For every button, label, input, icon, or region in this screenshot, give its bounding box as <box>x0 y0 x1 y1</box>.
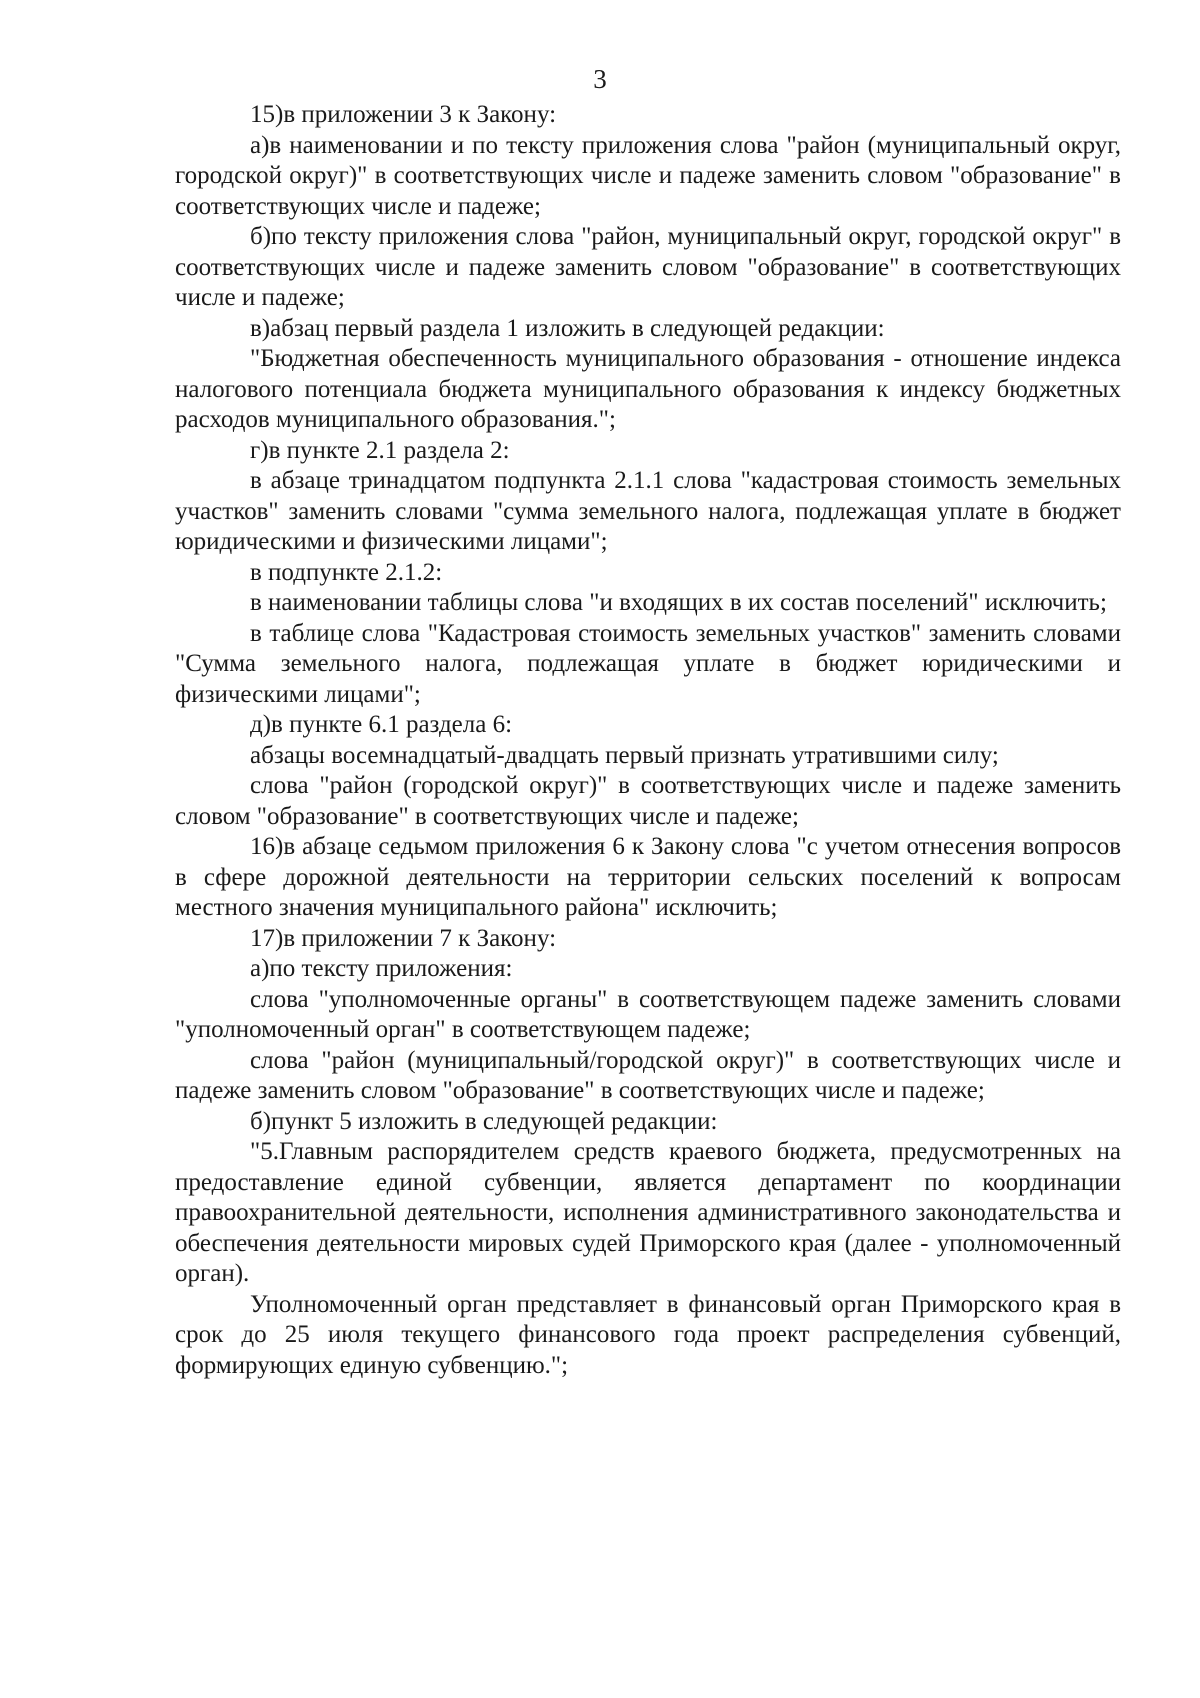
paragraph: Уполномоченный орган представляет в финансовый орган Приморского края в срок до 25 июля текущего финансового года проект распределения субвенций, формирующих единую субвенцию."; <box>175 1290 1121 1379</box>
paragraph: в абзаце тринадцатом подпункта 2.1.1 слова "кадастровая стоимость земельных участков" заменить словами "сумма земельного налога, подлежащая уплате в бюджет юридическими и физическими лицами"; <box>175 467 1121 555</box>
paragraph: 15)в приложении 3 к Закону: <box>250 101 557 128</box>
paragraph: б)по тексту приложения слова "район, муниципальный округ, городской округ" в соответствующих числе и падеже заменить словом "образование" в соответствующих числе и падеже; <box>175 223 1121 311</box>
paragraph: б)пункт 5 изложить в следующей редакции: <box>250 1107 718 1135</box>
paragraph: д)в пункте 6.1 раздела 6: <box>250 711 513 738</box>
paragraph: абзацы восемнадцатый-двадцать первый признать утратившими силу; <box>250 741 999 769</box>
document-body <box>175 100 1121 1381</box>
paragraph: в подпункте 2.1.2: <box>250 558 443 586</box>
paragraph: слова "район (городской округ)" в соответствующих числе и падеже заменить словом "образование" в соответствующих числе и падеже; <box>175 772 1121 830</box>
page-number: 3 <box>593 64 607 94</box>
paragraph: в наименовании таблицы слова "и входящих в их состав поселений" исключить; <box>250 589 1107 616</box>
paragraph: слова "уполномоченные органы" в соответствующем падеже заменить словами "уполномоченный орган" в соответствующем падеже; <box>175 985 1121 1043</box>
paragraph: "5.Главным распорядителем средств краевого бюджета, предусмотренных на предоставление единой субвенции, является департамент по координации правоохранительной деятельности, исполнения административного законодательства и обеспечения деятельности мировых судей Приморского края (далее - уполномоченный орган). <box>175 1138 1121 1287</box>
paragraph: в таблице слова "Кадастровая стоимость земельных участков" заменить словами "Сумма земельного налога, подлежащая уплате в бюджет юридическими и физическими лицами"; <box>175 619 1121 708</box>
paragraph: г)в пункте 2.1 раздела 2: <box>250 436 510 464</box>
paragraph: слова "район (муниципальный/городской округ)" в соответствующих числе и падеже заменить словом "образование" в соответствующих числе и падеже; <box>175 1046 1121 1104</box>
paragraph: в)абзац первый раздела 1 изложить в следующей редакции: <box>250 314 885 342</box>
paragraph: а)в наименовании и по тексту приложения слова "район (муниципальный округ, городской округ)" в соответствующих числе и падеже заменить словом "образование" в соответствующих числе и падеже; <box>175 131 1121 220</box>
paragraph: а)по тексту приложения: <box>250 955 513 982</box>
paragraph: "Бюджетная обеспеченность муниципального образования - отношение индекса налогового потенциала бюджета муниципального образования к индексу бюджетных расходов муниципального образования."; <box>175 345 1121 433</box>
paragraph: 16)в абзаце седьмом приложения 6 к Закону слова "с учетом отнесения вопросов в сфере дорожной деятельности на территории сельских поселений к вопросам местного значения муниципального района" исключить; <box>175 833 1121 921</box>
paragraph: 17)в приложении 7 к Закону: <box>250 924 557 952</box>
